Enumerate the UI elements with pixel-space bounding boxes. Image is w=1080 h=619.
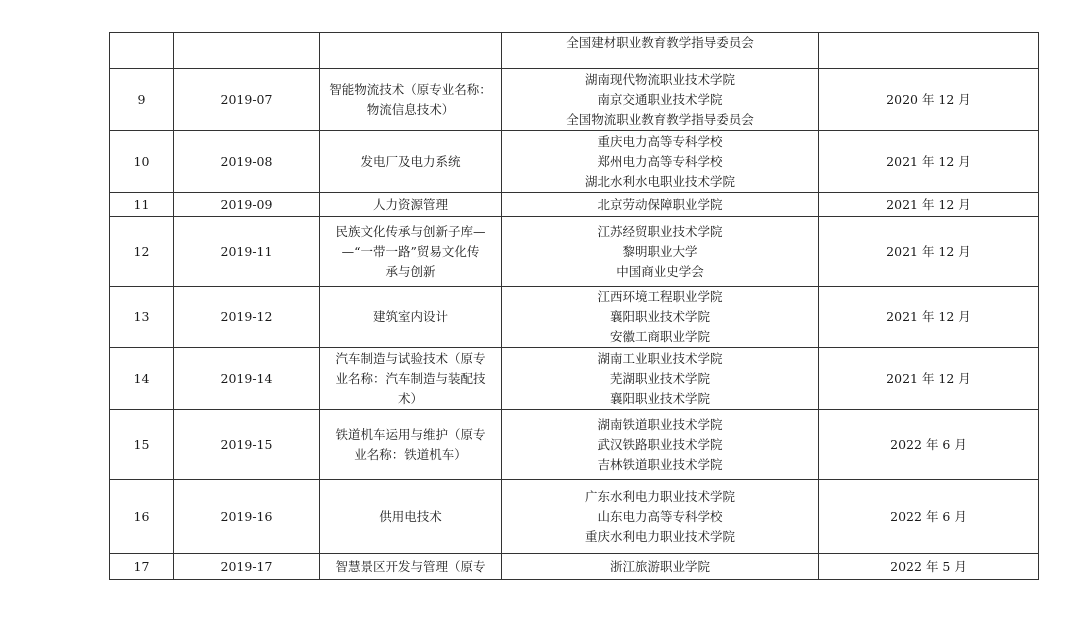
host-institution: 南京交通职业技术学院 [597,91,723,107]
table-row [110,348,1039,410]
project-code-cell: 2019-17 [174,554,320,580]
host-institutions-cell [502,410,819,480]
completion-date-cell: 2020 年 12 月 [819,69,1039,131]
host-institution: 吉林铁道职业技术学院 [597,456,723,472]
project-code-cell: 2019-11 [174,217,320,287]
row-number-cell: 16 [110,480,174,554]
table-row [110,33,1039,69]
host-institution: 重庆电力高等专科学校 [597,133,723,149]
host-institution: 广东水利电力职业技术学院 [584,488,735,504]
row-number-cell: 13 [110,287,174,348]
completion-date-cell: 2022 年 6 月 [819,480,1039,554]
project-code-cell: 2019-16 [174,480,320,554]
host-institution: 襄阳职业技术学院 [609,390,710,406]
host-institution: 山东电力高等专科学校 [597,508,723,524]
host-institution: 武汉铁路职业技术学院 [597,436,723,452]
project-name-line: 业名称：铁道机车） [354,446,467,462]
host-institution: 浙江旅游职业学院 [609,558,710,574]
row-number-cell: 10 [110,131,174,193]
table-row [110,480,1039,554]
host-institution: 湖北水利水电职业技术学院 [584,173,735,189]
project-name-line: 汽车制造与试验技术（原专 [335,350,486,366]
project-name-line: 建筑室内设计 [372,309,448,324]
completion-date-cell [819,33,1039,69]
host-institutions-cell [502,554,819,580]
host-institution: 湖南铁道职业技术学院 [597,416,723,432]
table-body [110,33,1039,580]
host-institution: 芜湖职业技术学院 [609,370,710,386]
project-name-cell [320,131,502,193]
host-institution: 江西环境工程职业学院 [597,289,723,304]
host-institution: 湖南工业职业技术学院 [597,350,723,366]
host-institutions-cell [502,131,819,193]
table-row [110,287,1039,348]
host-institutions-cell [502,69,819,131]
completion-date-cell: 2021 年 12 月 [819,217,1039,287]
project-name-cell [320,33,502,69]
resource-library-table [109,32,1039,580]
completion-date-cell: 2021 年 12 月 [819,131,1039,193]
table-row [110,410,1039,480]
host-institutions-cell [502,480,819,554]
project-name-line: 业名称：汽车制造与装配技 [335,370,486,386]
project-name-cell [320,348,502,410]
completion-date-cell: 2021 年 12 月 [819,287,1039,348]
project-name-line: 术） [397,390,423,406]
project-name-cell [320,287,502,348]
project-name-cell [320,480,502,554]
host-institution: 全国物流职业教育教学指导委员会 [566,111,754,127]
host-institution: 黎明职业大学 [622,243,698,259]
project-name-line: 物流信息技术） [366,101,455,117]
table-row [110,217,1039,287]
table-row [110,554,1039,580]
row-number-cell [110,33,174,69]
project-name-cell [320,193,502,217]
completion-date-cell: 2021 年 12 月 [819,193,1039,217]
project-name-line: 民族文化传承与创新子库— [335,223,486,239]
row-number-cell: 14 [110,348,174,410]
host-institution: 全国建材职业教育教学指导委员会 [566,35,754,50]
table-row [110,69,1039,131]
project-code-cell [174,33,320,69]
row-number-cell: 11 [110,193,174,217]
project-name-line: 人力资源管理 [372,196,448,212]
host-institution: 重庆水利电力职业技术学院 [584,528,735,544]
row-number-cell: 15 [110,410,174,480]
host-institutions-cell [502,193,819,217]
completion-date-cell: 2022 年 5 月 [819,554,1039,580]
table-row [110,193,1039,217]
table-row [110,131,1039,193]
project-name-cell [320,554,502,580]
completion-date-cell: 2021 年 12 月 [819,348,1039,410]
host-institution: 安徽工商职业学院 [609,329,710,344]
project-code-cell: 2019-07 [174,69,320,131]
host-institutions-cell [502,33,819,69]
project-name-line: 发电厂及电力系统 [360,153,461,169]
host-institution: 湖南现代物流职业技术学院 [584,71,735,87]
host-institution: 江苏经贸职业技术学院 [597,223,723,239]
host-institution: 郑州电力高等专科学校 [597,153,723,169]
host-institutions-cell [502,348,819,410]
host-institution: 北京劳动保障职业学院 [597,196,723,212]
host-institutions-cell [502,217,819,287]
project-name-line: —“一带一路”贸易文化传 [341,243,480,259]
project-name-cell [320,69,502,131]
project-name-cell [320,410,502,480]
row-number-cell: 9 [110,69,174,131]
project-name-line: 智慧景区开发与管理（原专 [335,558,486,574]
project-code-cell: 2019-09 [174,193,320,217]
host-institution: 襄阳职业技术学院 [609,309,710,324]
host-institution: 中国商业史学会 [616,263,704,279]
project-code-cell: 2019-15 [174,410,320,480]
completion-date-cell: 2022 年 6 月 [819,410,1039,480]
project-code-cell: 2019-08 [174,131,320,193]
project-name-cell [320,217,502,287]
project-name-line: 智能物流技术（原专业名称： [329,81,492,97]
host-institutions-cell [502,287,819,348]
project-name-line: 铁道机车运用与维护（原专 [335,426,486,442]
project-name-line: 供用电技术 [379,508,442,524]
row-number-cell: 17 [110,554,174,580]
project-name-line: 承与创新 [385,263,436,279]
project-code-cell: 2019-14 [174,348,320,410]
project-code-cell: 2019-12 [174,287,320,348]
row-number-cell: 12 [110,217,174,287]
